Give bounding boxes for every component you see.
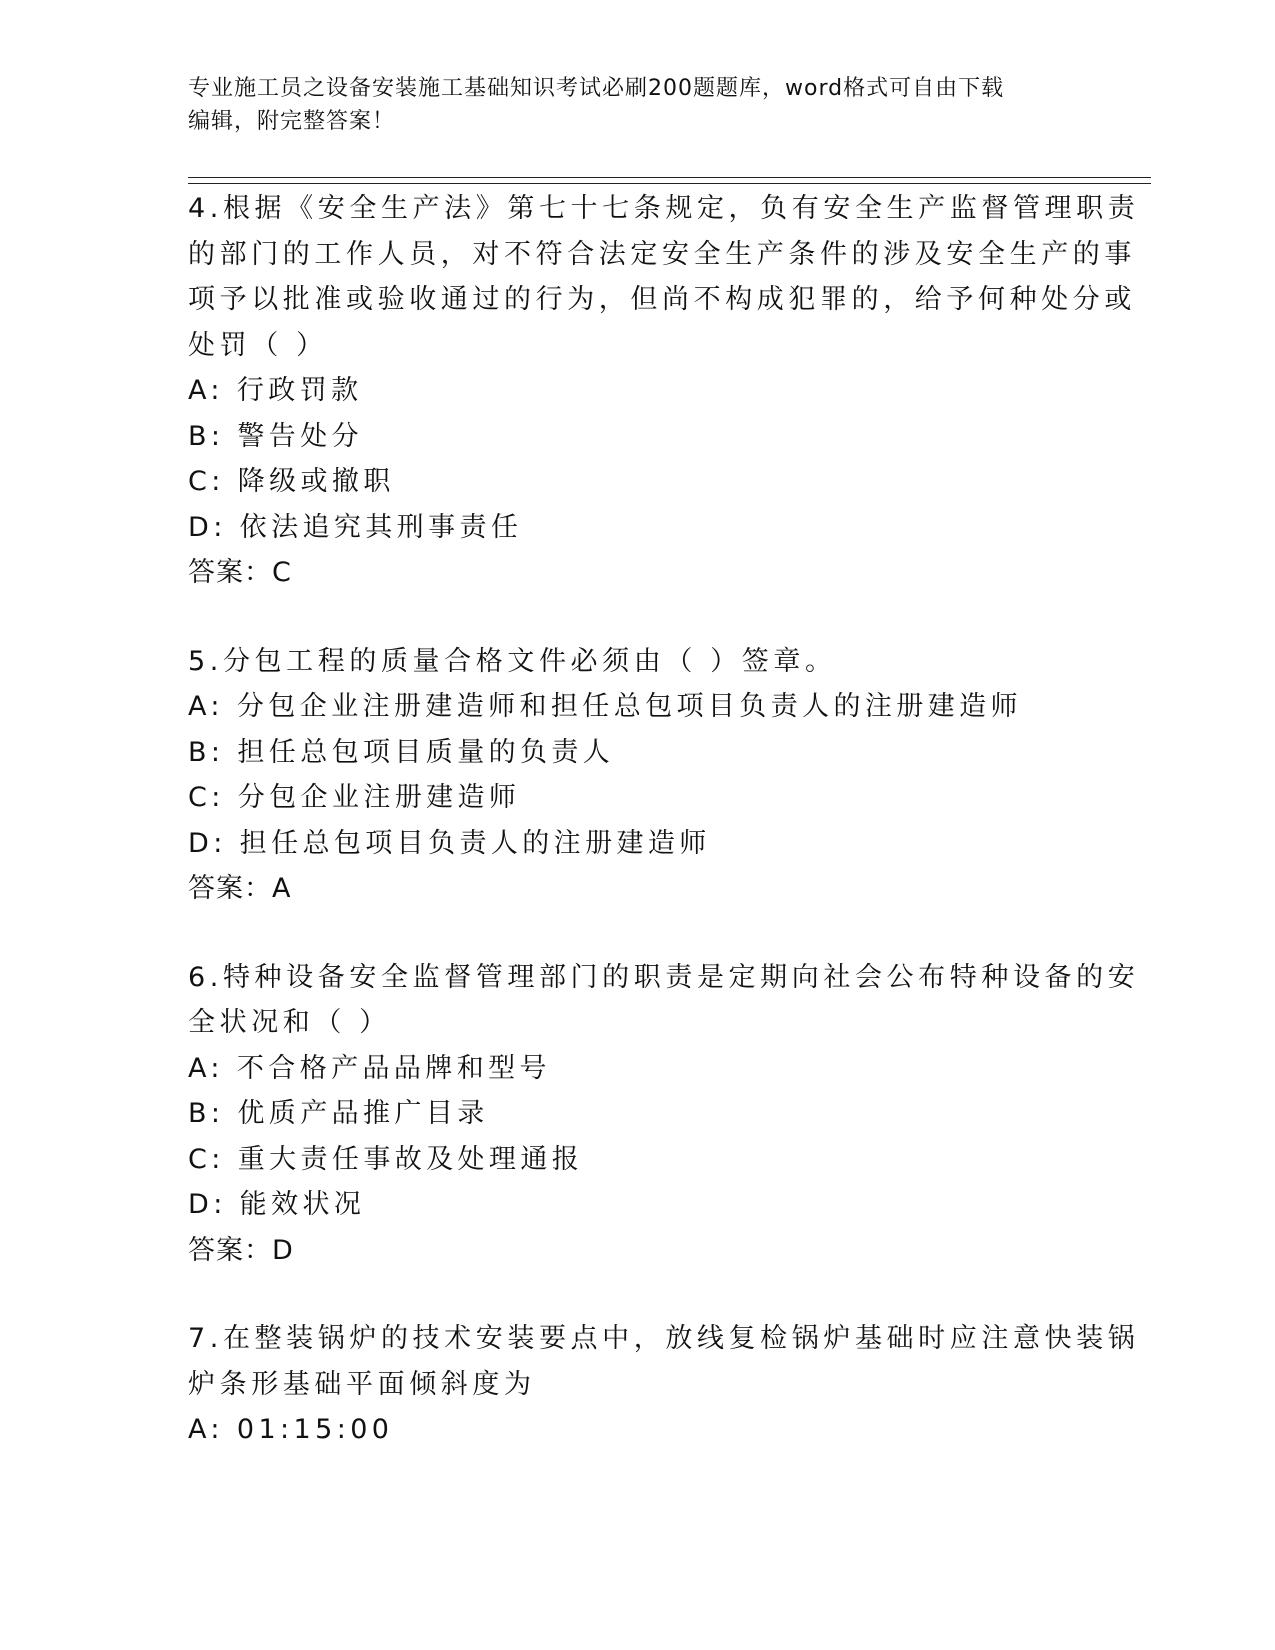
option-key: B: (188, 736, 225, 768)
answer-line (188, 866, 1068, 912)
option-d (188, 1182, 1068, 1228)
answer-value: A (272, 873, 292, 904)
option-text: 依法追究其刑事责任 (239, 511, 523, 543)
option-d (188, 505, 1068, 551)
option-text: 降级或撤职 (237, 466, 395, 497)
stem-line: 全状况和（ ） (188, 1007, 391, 1038)
answer-label: 答案： (188, 873, 272, 904)
option-key: A: (188, 1414, 224, 1445)
option-text: 分包企业注册建造师 (237, 782, 521, 813)
option-text: 能效状况 (239, 1189, 366, 1220)
option-b (188, 730, 1068, 776)
stem-line: 5.分包工程的质量合格文件必须由（ ）签章。 (188, 645, 837, 677)
option-text: 担任总包项目负责人的注册建造师 (239, 827, 711, 859)
answer-label: 答案： (188, 557, 272, 588)
question-stem (188, 955, 1140, 1046)
option-a (188, 368, 1068, 414)
question-7 (188, 1316, 1140, 1453)
question-5 (188, 639, 1068, 912)
option-b (188, 1091, 1068, 1137)
question-6 (188, 955, 1140, 1274)
question-list (188, 186, 1140, 1496)
option-a (188, 684, 1068, 730)
option-key: A: (188, 375, 224, 406)
option-c (188, 1137, 1068, 1183)
question-stem (188, 1316, 1140, 1407)
stem-line: 4.根据《安全生产法》第七十七条规定，负有安全生产监督管理职责 (188, 193, 1140, 224)
stem-line: 项予以批准或验收通过的行为，但尚不构成犯罪的，给予何种处分或 (188, 284, 1136, 315)
option-text: 不合格产品品牌和型号 (236, 1052, 551, 1084)
header-divider-top (188, 177, 1151, 178)
stem-line: 处罚（ ） (188, 329, 328, 361)
option-text: 分包企业注册建造师和担任总包项目负责人的注册建造师 (236, 691, 1022, 722)
answer-line (188, 1228, 1068, 1274)
header-divider-bottom (188, 183, 1151, 184)
option-key: D: (188, 827, 227, 859)
option-text: 担任总包项目质量的负责人 (237, 736, 615, 768)
question-4 (188, 186, 1140, 596)
option-key: C: (188, 782, 225, 813)
stem-line: 炉条形基础平面倾斜度为 (188, 1368, 536, 1400)
option-d (188, 821, 1068, 867)
stem-line: 7.在整装锅炉的技术安装要点中，放线复检锅炉基础时应注意快装锅 (188, 1323, 1140, 1354)
option-key: A: (188, 691, 224, 722)
answer-value: D (272, 1234, 294, 1266)
option-a (188, 1407, 1068, 1453)
question-stem (188, 639, 1068, 685)
option-key: C: (188, 466, 225, 497)
option-b (188, 414, 1068, 460)
option-c (188, 775, 1068, 821)
answer-line (188, 550, 1068, 596)
option-key: D: (188, 511, 227, 543)
stem-line: 的部门的工作人员，对不符合法定安全生产条件的涉及安全生产的事 (188, 238, 1136, 270)
document-header (188, 72, 1068, 138)
option-text: 行政罚款 (236, 375, 363, 406)
header-line-2: 编辑，附完整答案！ (188, 109, 396, 134)
option-text: 警告处分 (237, 420, 364, 452)
option-text: 01:15:00 (236, 1414, 394, 1445)
answer-label: 答案： (188, 1234, 272, 1266)
option-text: 优质产品推广目录 (237, 1098, 489, 1129)
option-key: A: (188, 1052, 224, 1084)
option-key: B: (188, 420, 225, 452)
option-key: B: (188, 1098, 225, 1129)
question-stem (188, 186, 1140, 368)
option-text: 重大责任事故及处理通报 (237, 1143, 584, 1175)
stem-line: 6.特种设备安全监督管理部门的职责是定期向社会公布特种设备的安 (188, 961, 1140, 993)
option-key: D: (188, 1189, 227, 1220)
header-line-1: 专业施工员之设备安装施工基础知识考试必刷200题题库，word格式可自由下载 (188, 76, 1005, 101)
option-c (188, 459, 1068, 505)
answer-value: C (272, 557, 292, 588)
option-a (188, 1046, 1068, 1092)
option-key: C: (188, 1143, 225, 1175)
